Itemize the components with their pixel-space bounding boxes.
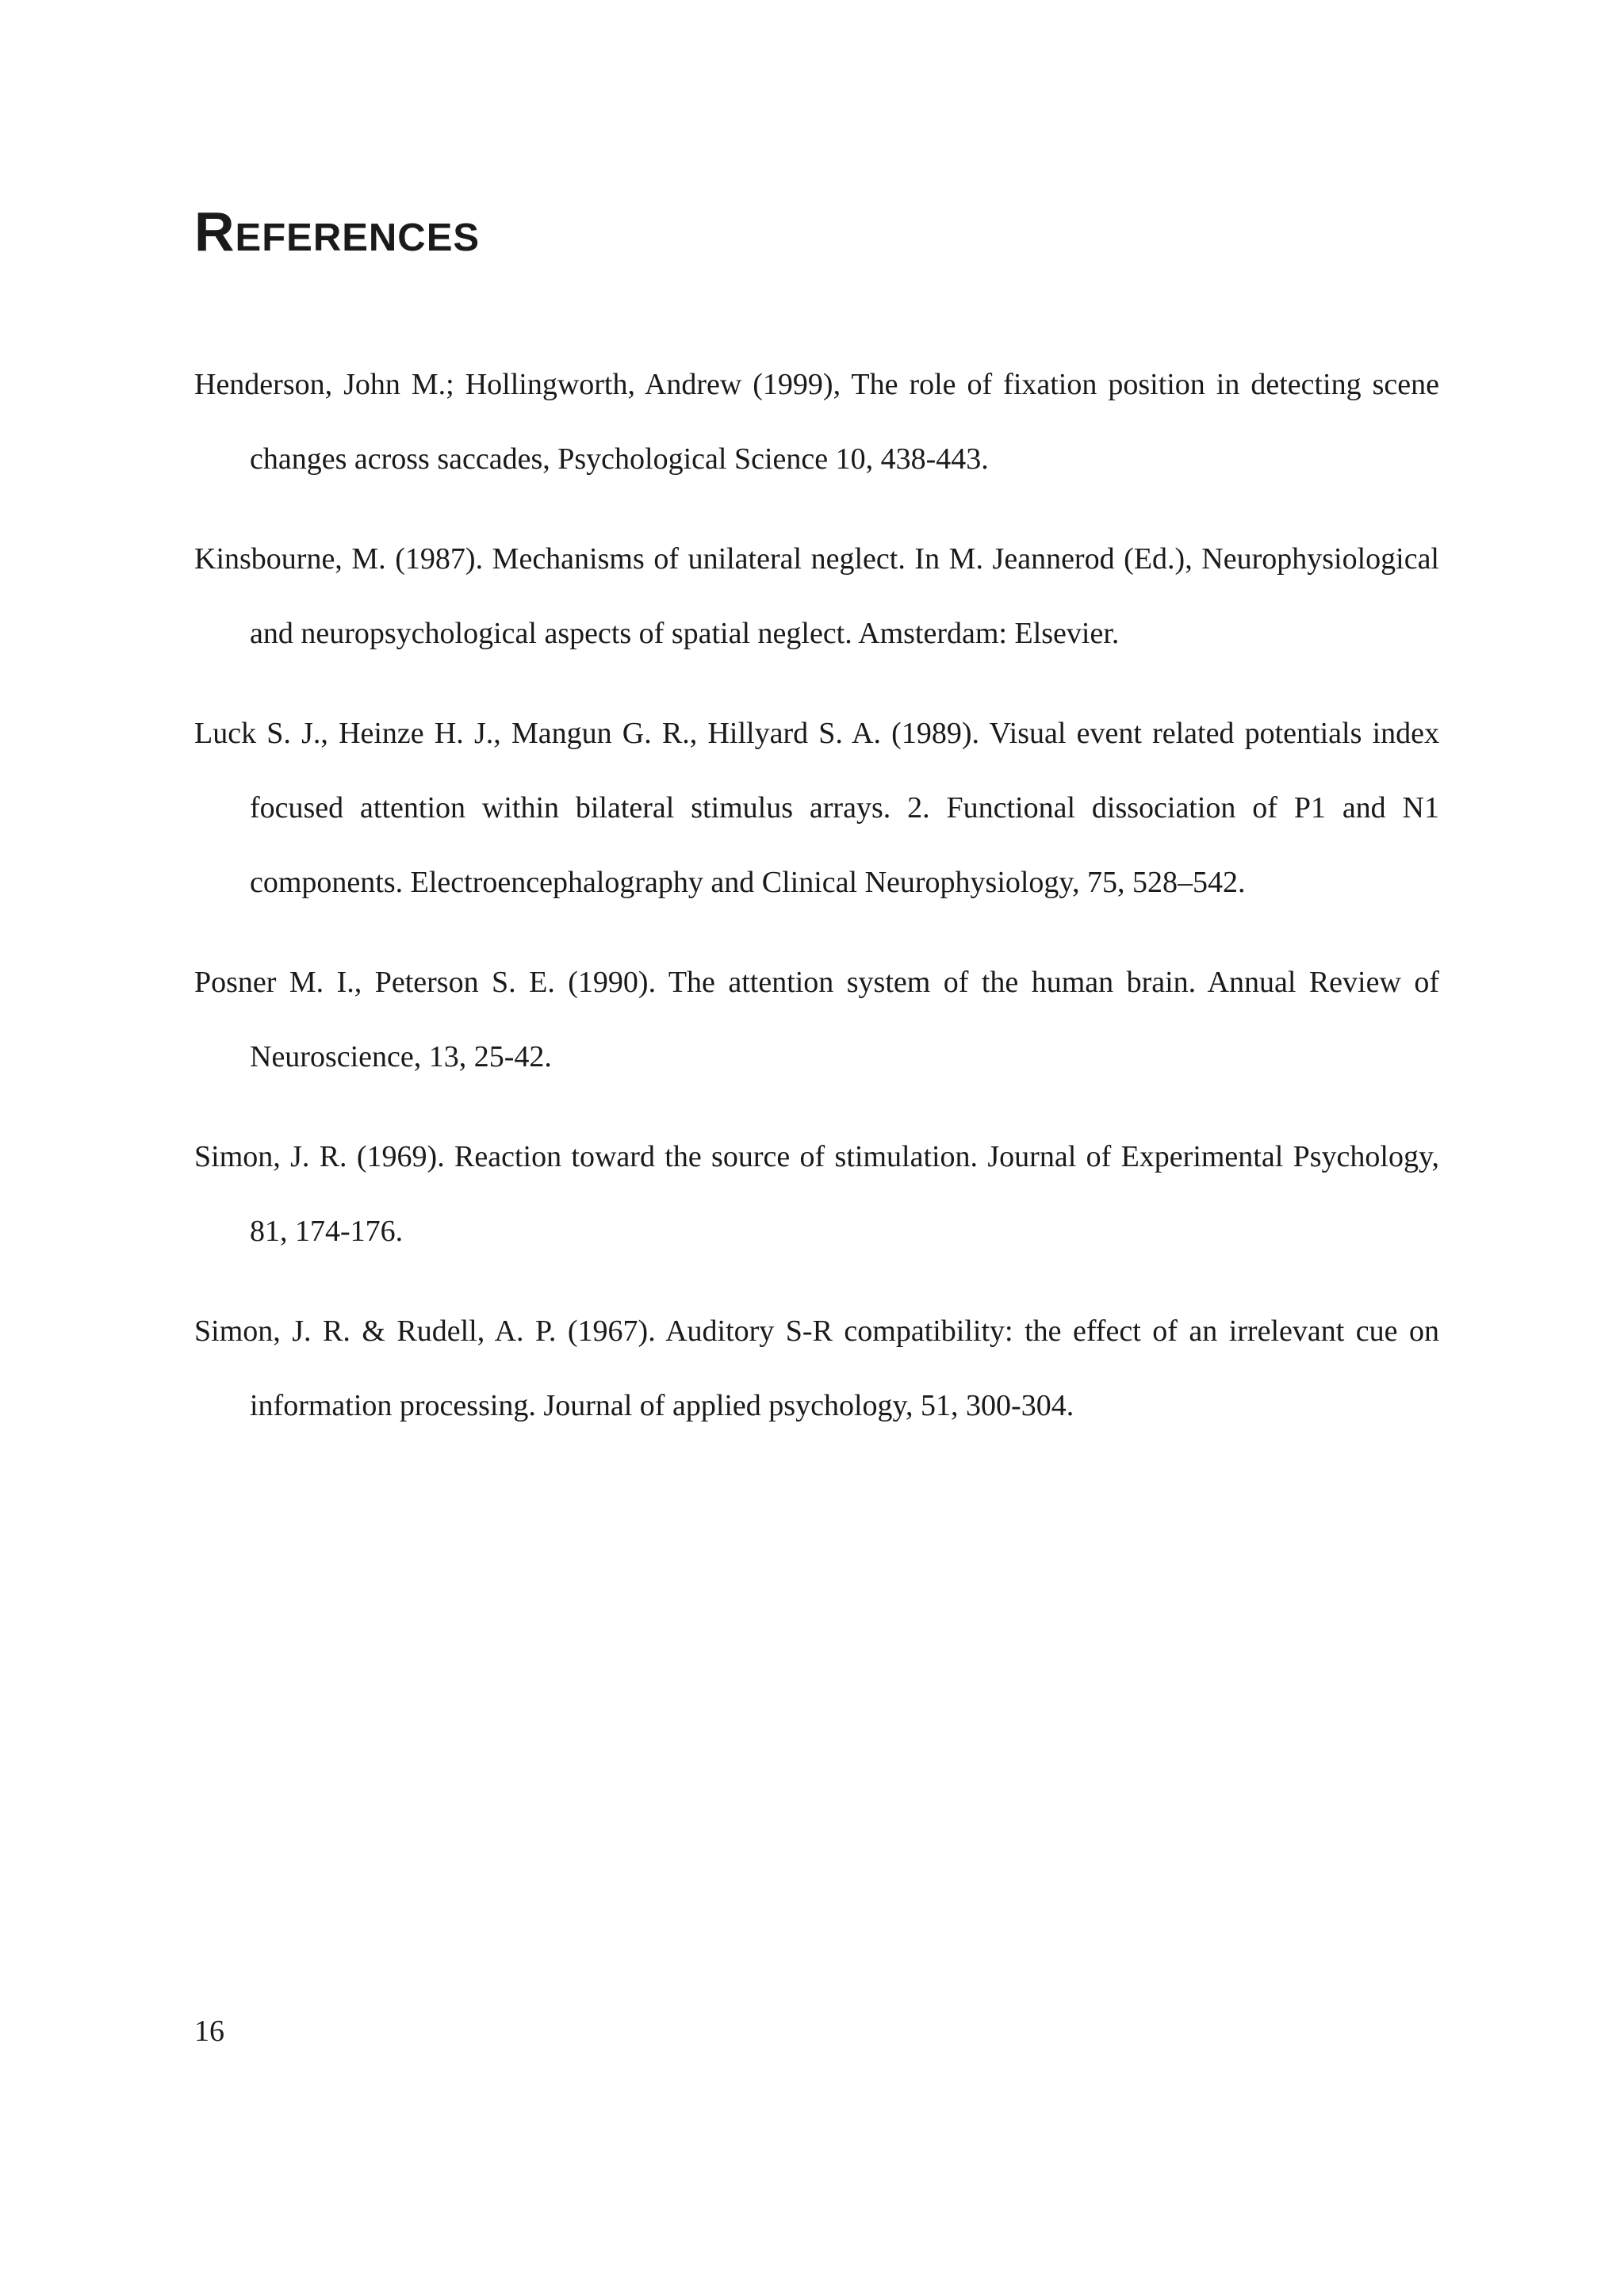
reference-item: Simon, J. R. & Rudell, A. P. (1967). Auditory S-R compatibility: the effect of an irrelevant cue on information processing. Journal of applied psychology, 51, 300-304. [194,1314,1439,1422]
reference-item: Simon, J. R. (1969). Reaction toward the source of stimulation. Journal of Experimental Psychology, 81, 174-176. [194,1140,1439,1248]
reference-list [194,347,1439,1468]
page-heading: References [194,201,481,262]
reference-item: Posner M. I., Peterson S. E. (1990). The attention system of the human brain. Annual Review of Neuroscience, 13, 25-42. [194,966,1439,1073]
reference-item: Luck S. J., Heinze H. J., Mangun G. R., Hillyard S. A. (1989). Visual event related potentials index focused attention within bilateral stimulus arrays. 2. Functional dissociation of P1 and N1 components. Electroencephalography and Clinical Neurophysiology, 75, 528–542. [194,717,1439,899]
page-number: 16 [194,2015,224,2048]
reference-item: Kinsbourne, M. (1987). Mechanisms of unilateral neglect. In M. Jeannerod (Ed.), Neurophysiological and neuropsychological aspects of spatial neglect. Amsterdam: Elsevier. [194,542,1439,650]
reference-item: Henderson, John M.; Hollingworth, Andrew (1999), The role of fixation position in detecting scene changes across saccades, Psychological Science 10, 438-443. [194,368,1439,476]
